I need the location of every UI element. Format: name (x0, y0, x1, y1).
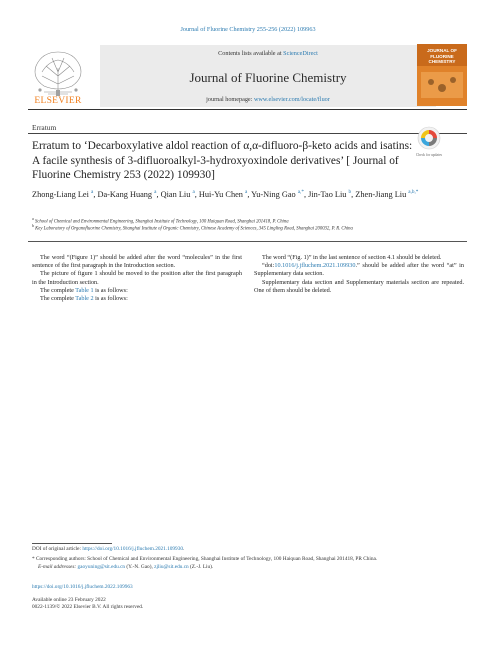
header-rule (28, 109, 467, 110)
original-doi-footnote: DOI of original article: https://doi.org/10.1016/j.jfluchem.2021.109930. (32, 546, 185, 552)
body-paragraph: The word “(Figure 1)” should be added after the word “molecules” in the first sentence of the first paragraph in the Introduction section. (32, 254, 242, 270)
author-name[interactable]: Qian Liu (160, 189, 191, 199)
body-paragraph: The word “(Fig. 1)” in the last sentence of section 4.1 should be deleted. (262, 254, 442, 261)
journal-header (28, 44, 467, 110)
author-name[interactable]: Hui-Yu Chen (198, 189, 243, 199)
footnote-rule (32, 543, 112, 544)
crossmark-icon[interactable] (417, 126, 441, 150)
author-name[interactable]: Yu-Ning Gao (251, 189, 296, 199)
journal-title: Journal of Fluorine Chemistry (189, 70, 347, 85)
author-name[interactable]: Jin-Tao Liu (308, 189, 347, 199)
homepage-line: journal homepage: www.elsevier.com/locate/fluor (206, 96, 330, 103)
homepage-link[interactable]: www.elsevier.com/locate/fluor (253, 96, 330, 103)
publication-info (32, 597, 143, 612)
affiliation: $^b$ Key Laboratory of Organofluorine Chemistry, Shanghai Institute of Organic Chemistry, Chinese Academy of Sciences, 345 Lingling Road, Shanghai 200032, P. R. China (32, 223, 353, 232)
article-title: Erratum to ‘Decarboxylative aldol reaction of α,α-difluoro-β-keto acids and isatins: A facile synthesis of 3-difluoroalkyl-3-hydroxyoxindole derivatives’ [ Journal of Fluorine Chemistry 253 (2022) 109930] (32, 140, 413, 182)
corresponding-footnote: * Corresponding authors: School of Chemical and Environmental Engineering, Shanghai Institute of Technology, 100 Haiquan Road, Shanghai 201418, PR China. (32, 556, 378, 562)
article-doi-link[interactable]: https://doi.org/10.1016/j.jfluchem.2022.109963 (32, 584, 133, 590)
body-column-left (32, 254, 242, 303)
table-1-link[interactable]: Table 1 (75, 286, 94, 294)
contents-line: Contents lists available at ScienceDirect (218, 50, 318, 57)
author-name[interactable]: Zhong-Liang Lei (32, 189, 89, 199)
sciencedirect-link[interactable]: ScienceDirect (283, 50, 318, 57)
author-name[interactable]: Da-Kang Huang (97, 189, 153, 199)
running-head[interactable]: Journal of Fluorine Chemistry 255-256 (2022) 109963 (180, 26, 316, 33)
body-paragraph: “doi:10.1016/j.jfluchem.2021.109930.” should be added after the word “at” in Supplementary data section. (254, 262, 464, 278)
email-link[interactable]: zjliu@sit.edu.cn (154, 564, 189, 570)
crossmark-label: Check for updates (415, 153, 443, 157)
available-online: Available online 23 February 2022 (32, 597, 106, 603)
body-paragraph: The complete Table 1 is as follows: (40, 286, 128, 294)
author-list: Zhong-Liang Lei $^a$, Da-Kang Huang $^a$, Qian Liu $^a$, Hui-Yu Chen $^a$, Yu-Ning Gao $^{a,*}$, Jin-Tao Liu $^b$, Zhen-Jiang Liu $^{a,b,*}$ (32, 189, 419, 199)
body-paragraph: The complete Table 2 is as follows: (40, 295, 128, 303)
article-type: Erratum (32, 123, 57, 132)
title-rule (28, 133, 467, 134)
journal-cover-title: JOURNAL OF FLUORINE CHEMISTRY (427, 48, 457, 65)
original-doi-link[interactable]: https://doi.org/10.1016/j.jfluchem.2021.109930 (82, 546, 183, 552)
elsevier-wordmark: ELSEVIER (34, 96, 82, 106)
table-2-link[interactable]: Table 2 (75, 295, 94, 303)
author-name[interactable]: Zhen-Jiang Liu (355, 189, 407, 199)
affiliation: $^a$ School of Chemical and Environmental Engineering, Shanghai Institute of Technology, 100 Haiquan Road, Shanghai 201418, P. China (32, 216, 289, 225)
body-paragraph: Supplementary data section and Supplementary materials section are repeated. One of them should be deleted. (254, 278, 464, 294)
copyright: 0022-1139/© 2022 Elsevier B.V. All rights reserved. (32, 604, 144, 611)
supplementary-doi-link[interactable]: 10.1016/j.jfluchem.2021.109930 (274, 262, 356, 270)
email-footnote: E-mail addresses: gaoyuning@sit.edu.cn (Y.-N. Gao), zjliu@sit.edu.cn (Z.-J. Liu). (38, 564, 214, 570)
body-column-right (254, 254, 464, 295)
body-paragraph: The picture of figure 1 should be moved to the position after the first paragraph in the Introduction section. (32, 270, 242, 286)
affiliation-rule (28, 241, 467, 242)
email-link[interactable]: gaoyuning@sit.edu.cn (77, 564, 126, 570)
